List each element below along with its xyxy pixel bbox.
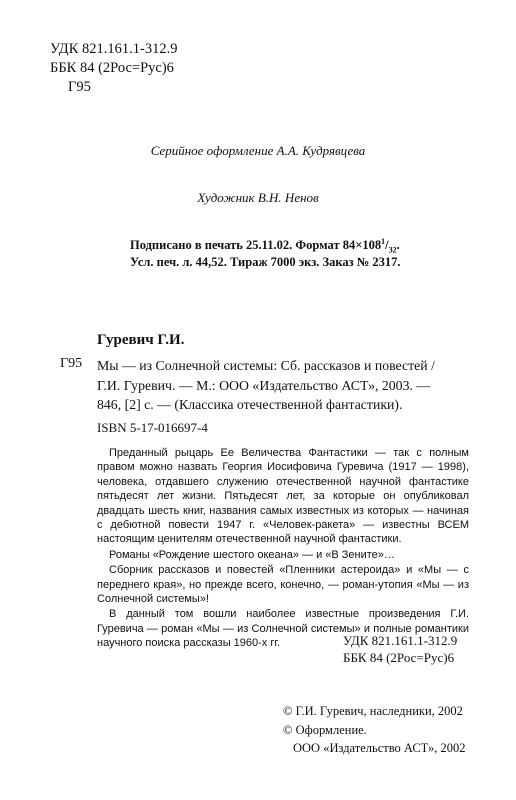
author-mark: Г95	[68, 79, 91, 95]
annotation-paragraph: Сборник рассказов и повестей «Пленники астероида» и «Мы — с переднего края», но прежде всего, конечно, — роман-утопия «Мы — из Солнечной системы»!	[97, 564, 469, 606]
artist-credit: Художник В.Н. Ненов	[197, 190, 319, 205]
format-sup: 1	[381, 237, 386, 246]
copyright-block	[283, 702, 466, 758]
annotation-paragraph: Преданный рыцарь Ее Величества Фантастики — так с полным правом можно назвать Георгия Иосифовича Гуревича (1917 — 1998), человека, отдавшего служению отечественной научной фантастике пятьдесят лет жизни. Пятьдесят лет, за которые он опубликовал двадцать шесть книг, названия самых известных из которых — начиная с дебютной повести 1947 г. «Человек-ракета» — известны ВСЕМ настоящим ценителям отечественной научной фантастики.	[97, 447, 469, 546]
top-classification-codes	[50, 40, 177, 97]
udk-code: УДК 821.161.1-312.9	[50, 41, 178, 57]
format-sub: 32	[388, 245, 397, 255]
imprint-line-1: Подписано в печать 25.11.02. Формат $84\times 108^1/_{32}$.	[130, 237, 400, 255]
udk-code: УДК 821.161.1-312.9	[343, 633, 458, 648]
copyright-line: © Г.И. Гуревич, наследники, 2002	[283, 704, 463, 718]
copyright-line: © Оформление.	[283, 722, 367, 737]
description-line: 846, [2] с. — (Классика отечественной фантастики).	[97, 397, 403, 412]
bottom-classification-codes	[343, 632, 457, 666]
imprint-line-2: Усл. печ. л. 44,52. Тираж 7000 экз. Заказ № 2317.	[130, 255, 401, 269]
bbk-code: ББК 84 (2Рос=Рус)6	[50, 60, 174, 76]
annotation-paragraph: Романы «Рождение шестого океана» — и «В Зените»…	[109, 548, 395, 561]
isbn: ISBN 5-17-016697-4	[97, 420, 208, 435]
bibliographic-mark: Г95	[60, 356, 83, 371]
series-design-credit: Серийное оформление А.А. Кудрявцева	[150, 143, 366, 158]
annotation	[97, 446, 469, 651]
annotation-paragraph: В данный том вошли наиболее известные произведения Г.И. Гуревича — роман «Мы — из Солнечной системы» и полные романтики научного поиска рассказы 1960-х гг.	[97, 608, 469, 650]
bibliographic-description	[97, 356, 468, 415]
description-line: Мы — из Солнечной системы: Сб. рассказов и повестей /	[97, 358, 435, 373]
bbk-code: ББК 84 (2Рос=Рус)6	[343, 650, 455, 665]
description-line: Г.И. Гуревич. — М.: ООО «Издательство АСТ», 2003. —	[97, 377, 431, 393]
imprint-signed: Подписано в печать 25.11.02. Формат 84×108	[130, 238, 382, 253]
copyright-line: ООО «Издательство АСТ», 2002	[293, 741, 466, 755]
author-heading: Гуревич Г.И.	[97, 332, 185, 348]
